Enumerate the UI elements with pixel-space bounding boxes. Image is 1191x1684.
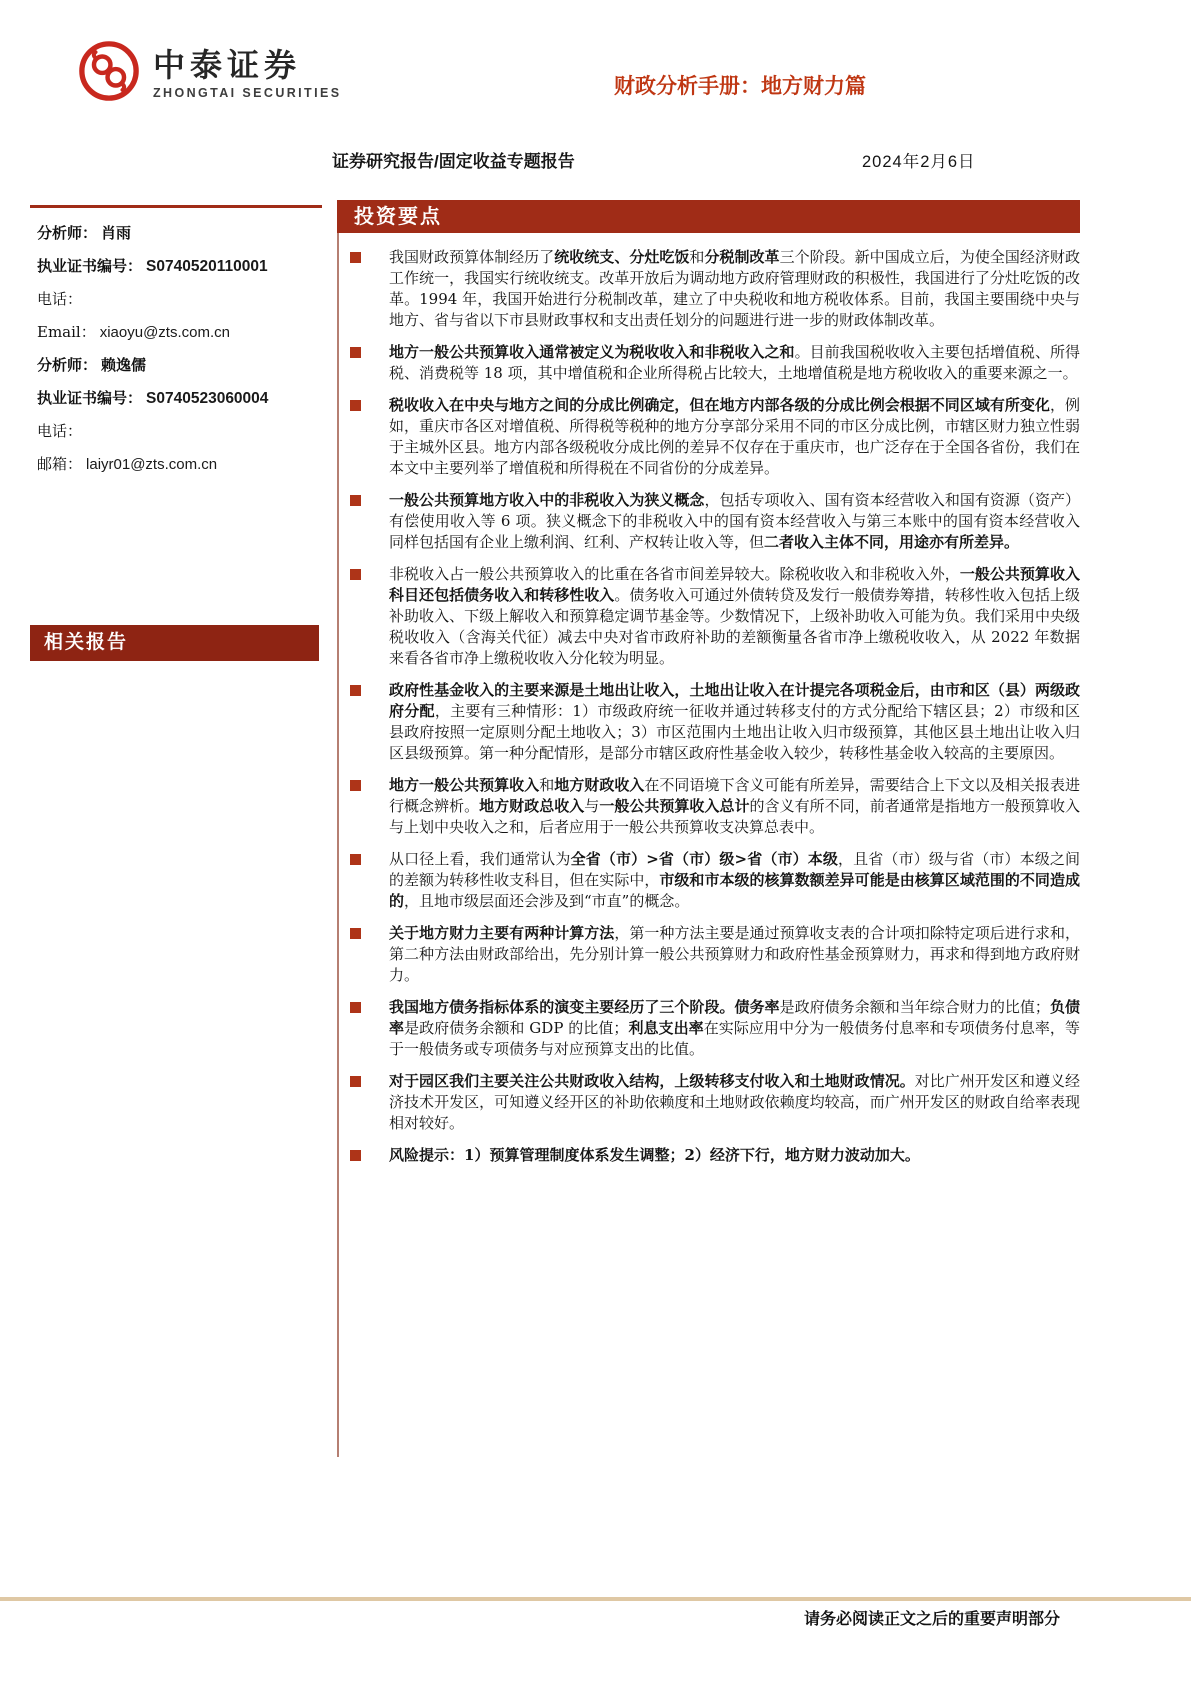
bullet-marker-icon: [350, 1002, 361, 1013]
bullet-text-segment: 分税制改革: [704, 248, 780, 266]
bullet-text-segment: 全省（市）>省（市）级>省（市）本级: [570, 850, 839, 868]
bullet-text-segment: 一般公共预算收入科目还包括债务收入和转移性收入: [389, 565, 1080, 604]
bullet-marker-icon: [350, 400, 361, 411]
phone-label: 电话：: [37, 290, 83, 308]
logo-name-en: ZHONGTAI SECURITIES: [153, 85, 342, 100]
email-label: Email：: [37, 323, 96, 341]
zhongtai-knot-icon: [78, 40, 140, 106]
bullet-item: [337, 564, 1080, 669]
analyst-name: 赖逸儒: [101, 356, 147, 374]
bullet-text-segment: 我国财政预算体制经历了: [389, 248, 555, 266]
report-title: 财政分析手册：地方财力篇: [614, 75, 866, 98]
analyst-info-block: [37, 217, 321, 481]
company-logo: [78, 40, 341, 106]
bullet-text-segment: 在实际应用中分为一般债务付息率和专项债务付息率，等于一般债务或专项债务与对应预算支出的比值。: [389, 1019, 1080, 1058]
analyst-row: [37, 415, 321, 448]
bullet-text-segment: ，例如，重庆市各区对增值税、所得税等税种的地方分享部分采用不同的市区分成比例，市辖区财力独立性弱于主城外区县。地方内部各级税收分成比例的差异不仅存在于重庆市，也广泛存在于全国各省份，我们在本文中主要列举了增值税和所得税在不同省份的分成差异。: [389, 396, 1080, 477]
bullet-text-segment: 负债率: [389, 998, 1080, 1037]
bullet-marker-icon: [350, 928, 361, 939]
bullet-text-segment: 对于园区我们主要关注公共财政收入结构，上级转移支付收入和土地财政情况。: [389, 1072, 915, 1090]
bullet-text-segment: 政府性基金收入的主要来源是土地出让收入，土地出让收入在计提完各项税金后，由市和区（县）两级政府分配: [389, 681, 1080, 720]
bullet-marker-icon: [350, 569, 361, 580]
bullet-text-segment: 地方一般公共预算收入: [389, 776, 540, 794]
bullet-text-segment: 风险提示：1）预算管理制度体系发生调整；2）经济下行，地方财力波动加大。: [389, 1146, 920, 1164]
footer-disclaimer: 请务必阅读正文之后的重要声明部分: [803, 1609, 1060, 1628]
analyst-row: [37, 250, 321, 283]
bullet-marker-icon: [350, 1076, 361, 1087]
cert-label: 执业证书编号：: [37, 257, 143, 275]
bullet-text-segment: ，第一种方法主要是通过预算收支表的合计项扣除特定项后进行求和，第二种方法由财政部给出，先分别计算一般公共预算财力和政府性基金预算财力，再求和得到地方政府财力。: [389, 924, 1080, 984]
bullet-marker-icon: [350, 1150, 361, 1161]
bullet-marker-icon: [350, 252, 361, 263]
bullet-text-segment: 在不同语境下含义可能有所差异，需要结合上下文以及相关报表进行概念辨析。: [389, 776, 1080, 815]
bullet-item: [337, 1145, 1080, 1166]
cert-number: S0740520110001: [146, 258, 268, 275]
cert-label: 执业证书编号：: [37, 389, 143, 407]
bullet-text-segment: 。债务收入可通过外债转贷及发行一般债券筹措，转移性收入包括上级补助收入、下级上解收入和预算稳定调节基金等。少数情况下，上级补助收入可能为负。我们采用中央级税收收入（含海关代征）减去中央对省市政府补助的差额衡量各省市净上缴税收收入，从 2022 年数据来看各省市净上缴税收收入分化较为明显。: [389, 586, 1080, 667]
report-type-label: 证券研究报告/固定收益专题报告: [332, 152, 575, 171]
bullet-item: [337, 923, 1080, 986]
bullet-text-segment: ，主要有三种情形：1）市级政府统一征收并通过转移支付的方式分配给下辖区县；2）市级和区县政府按照一定原则分配土地收入；3）市区范围内土地出让收入归市级预算，其他区县土地出让收入归区县级预算。第一种分配情形，是部分市辖区政府性基金收入较少，转移性基金收入较高的主要原因。: [389, 702, 1080, 762]
bullet-text-segment: 利息支出率: [628, 1019, 704, 1037]
bullet-marker-icon: [350, 854, 361, 865]
bullet-text-segment: 从口径上看，我们通常认为: [389, 850, 571, 868]
bullet-item: [337, 247, 1080, 331]
cert-number: S0740523060004: [146, 390, 269, 407]
bullet-marker-icon: [350, 685, 361, 696]
bullet-text-segment: 地方一般公共预算收入通常被定义为税收收入和非税收入之和: [389, 343, 795, 361]
bullet-item: [337, 680, 1080, 764]
bullet-text-segment: 三个阶段。新中国成立后，为使全国经济财政工作统一，我国实行统收统支。改革开放后为调动地方政府管理财政的积极性，我国进行了分灶吃饭的改革。1994 年，我国开始进行分税制改革，建立了中央税收和地方税收体系。目前，我国主要围绕中央与地方、省与省以下市县财政事权和支出责任划分的问题进行进一步的财政体制改革。: [389, 248, 1080, 329]
bullet-text-segment: ，包括专项收入、国有资本经营收入和国有资源（资产）有偿使用收入等 6 项。狭义概念下的非税收入中的国有资本经营收入与第三本账中的国有资本经营收入同样包括国有企业上缴利润、红利、产权转让收入等，但: [389, 491, 1080, 551]
bullet-text-segment: 统收统支、分灶吃饭: [554, 248, 690, 266]
bullet-text-segment: 一般公共预算收入总计: [599, 797, 750, 815]
analyst-role-label: 分析师：: [37, 224, 98, 242]
email-value: laiyr01@zts.com.cn: [86, 456, 218, 473]
bullet-text-segment: 是政府债务余额和当年综合财力的比值；: [779, 998, 1050, 1016]
bullet-text-segment: 是政府债务余额和 GDP 的比值；: [404, 1019, 629, 1037]
analyst-role-label: 分析师：: [37, 356, 98, 374]
bullet-text-segment: 地方财政收入: [554, 776, 645, 794]
bullet-text-segment: 的含义有所不同，前者通常是指地方一般预算收入与上划中央收入之和，后者应用于一般公共预算收支决算总表中。: [389, 797, 1080, 836]
analyst-row: [37, 448, 321, 481]
analyst-row: [37, 316, 321, 349]
footer-rule: [0, 1597, 1191, 1601]
sidebar-top-rule: [30, 205, 322, 208]
section-title-investment-highlights: 投资要点: [337, 200, 1080, 233]
bullet-item: [337, 395, 1080, 479]
bullet-item: [337, 997, 1080, 1060]
bullet-text-segment: 。目前我国税收收入主要包括增值税、所得税、消费税等 18 项，其中增值税和企业所得税占比较大，土地增值税是地方税收收入的重要来源之一。: [389, 343, 1080, 382]
bullet-text-segment: 关于地方财力主要有两种计算方法: [389, 924, 615, 942]
bullet-text-segment: 与: [584, 797, 600, 815]
bullet-text-segment: 地方财政总收入: [479, 797, 585, 815]
bullet-text-segment: ，且地市级层面还会涉及到“市直”的概念。: [404, 892, 690, 910]
investment-highlights-list: [337, 247, 1080, 1177]
bullet-item: [337, 342, 1080, 384]
analyst-row: [37, 382, 321, 415]
bullet-marker-icon: [350, 495, 361, 506]
bullet-text-segment: 二者收入主体不同，用途亦有所差异。: [764, 533, 1020, 551]
bullet-marker-icon: [350, 780, 361, 791]
analyst-name: 肖雨: [101, 224, 132, 242]
bullet-text-segment: 对比广州开发区和遵义经济技术开发区，可知遵义经开区的补助依赖度和土地财政依赖度均较高，而广州开发区的财政自给率表现相对较好。: [389, 1072, 1080, 1132]
email-value: xiaoyu@zts.com.cn: [99, 324, 230, 341]
bullet-text-segment: 我国地方债务指标体系的演变主要经历了三个阶段。债务率: [389, 998, 780, 1016]
bullet-text-segment: 非税收入占一般公共预算收入的比重在各省市间差异较大。除税收收入和非税收入外，: [389, 565, 960, 583]
analyst-row: [37, 283, 321, 316]
phone-label: 电话：: [37, 422, 83, 440]
bullet-text-segment: 税收收入在中央与地方之间的分成比例确定，但在地方内部各级的分成比例会根据不同区域有所变化: [389, 396, 1050, 414]
bullet-marker-icon: [350, 347, 361, 358]
logo-name-cn: 中泰证券: [153, 46, 302, 83]
bullet-text-segment: 市级和市本级的核算数额差异可能是由核算区域范围的不同造成的: [389, 871, 1080, 910]
bullet-item: [337, 775, 1080, 838]
email-label: 邮箱：: [37, 455, 83, 473]
report-date: 2024年2月6日: [862, 153, 976, 171]
analyst-row: [37, 349, 321, 382]
bullet-item: [337, 490, 1080, 553]
bullet-text-segment: 和: [539, 776, 555, 794]
bullet-text-segment: 和: [689, 248, 705, 266]
bullet-text-segment: ，且省（市）级与省（市）本级之间的差额为转移性收支科目，但在实际中，: [389, 850, 1080, 889]
related-reports-header: 相关报告: [30, 625, 319, 661]
bullet-item: [337, 1071, 1080, 1134]
analyst-row: [37, 217, 321, 250]
bullet-text-segment: 一般公共预算地方收入中的非税收入为狭义概念: [389, 491, 705, 509]
bullet-item: [337, 849, 1080, 912]
